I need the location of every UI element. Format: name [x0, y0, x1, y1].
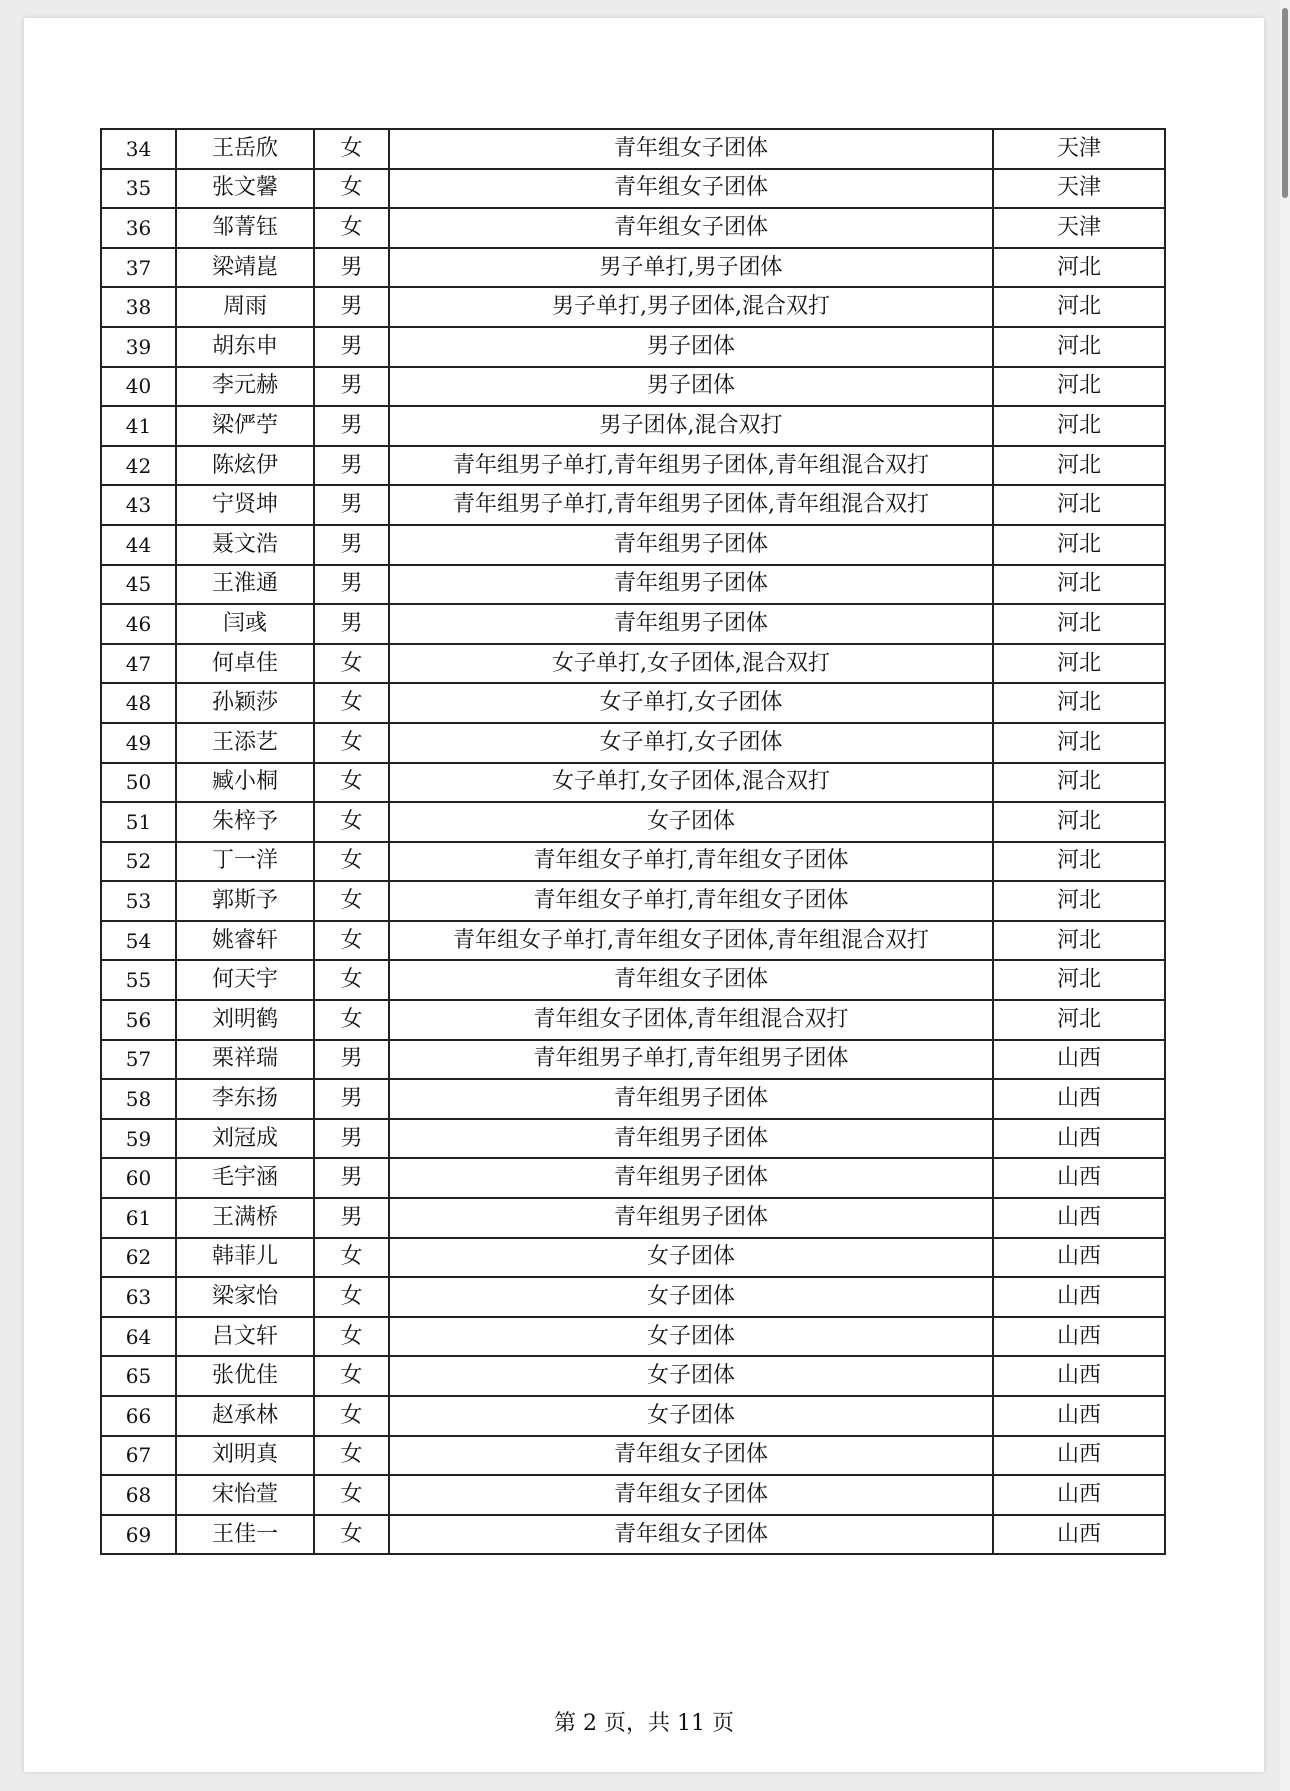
cell-gender: 男	[314, 1119, 389, 1159]
cell-gender: 女	[314, 960, 389, 1000]
cell-number: 56	[101, 1000, 176, 1040]
cell-region: 河北	[993, 406, 1165, 446]
cell-events: 青年组女子团体	[389, 1475, 993, 1515]
cell-name: 毛宇涵	[176, 1158, 314, 1198]
cell-name: 何天宇	[176, 960, 314, 1000]
cell-gender: 男	[314, 327, 389, 367]
cell-gender: 女	[314, 1317, 389, 1357]
cell-number: 53	[101, 881, 176, 921]
vertical-scrollbar[interactable]	[1280, 0, 1290, 1791]
cell-number: 52	[101, 842, 176, 882]
cell-name: 聂文浩	[176, 525, 314, 565]
cell-name: 郭斯予	[176, 881, 314, 921]
cell-events: 青年组女子团体	[389, 1436, 993, 1476]
cell-events: 青年组男子团体	[389, 1158, 993, 1198]
cell-number: 43	[101, 485, 176, 525]
cell-gender: 女	[314, 1475, 389, 1515]
cell-number: 44	[101, 525, 176, 565]
table-row	[101, 960, 1165, 1000]
cell-name: 周雨	[176, 287, 314, 327]
table-row	[101, 1515, 1165, 1555]
cell-region: 山西	[993, 1475, 1165, 1515]
cell-number: 36	[101, 208, 176, 248]
cell-gender: 男	[314, 485, 389, 525]
cell-number: 59	[101, 1119, 176, 1159]
cell-events: 青年组女子团体	[389, 960, 993, 1000]
table-row	[101, 129, 1165, 169]
cell-region: 河北	[993, 881, 1165, 921]
cell-number: 68	[101, 1475, 176, 1515]
cell-events: 青年组男子团体	[389, 565, 993, 605]
cell-name: 栗祥瑞	[176, 1040, 314, 1080]
cell-name: 刘冠成	[176, 1119, 314, 1159]
cell-gender: 男	[314, 1158, 389, 1198]
table-row	[101, 1436, 1165, 1476]
cell-region: 山西	[993, 1277, 1165, 1317]
cell-gender: 男	[314, 1079, 389, 1119]
page-number-footer: 第 2 页，共 11 页	[554, 1711, 734, 1736]
table-row	[101, 485, 1165, 525]
cell-gender: 女	[314, 129, 389, 169]
cell-name: 王佳一	[176, 1515, 314, 1555]
roster-table-body	[101, 129, 1165, 1554]
cell-number: 45	[101, 565, 176, 605]
cell-region: 河北	[993, 604, 1165, 644]
cell-region: 山西	[993, 1515, 1165, 1555]
cell-events: 青年组女子团体	[389, 129, 993, 169]
cell-region: 天津	[993, 208, 1165, 248]
cell-region: 河北	[993, 248, 1165, 288]
cell-number: 38	[101, 287, 176, 327]
cell-region: 山西	[993, 1079, 1165, 1119]
table-row	[101, 921, 1165, 961]
cell-region: 天津	[993, 169, 1165, 209]
cell-number: 46	[101, 604, 176, 644]
cell-region: 天津	[993, 129, 1165, 169]
cell-name: 姚睿轩	[176, 921, 314, 961]
cell-region: 山西	[993, 1238, 1165, 1278]
table-row	[101, 169, 1165, 209]
cell-events: 青年组男子单打,青年组男子团体,青年组混合双打	[389, 446, 993, 486]
cell-number: 42	[101, 446, 176, 486]
cell-number: 41	[101, 406, 176, 446]
cell-events: 青年组女子团体,青年组混合双打	[389, 1000, 993, 1040]
cell-events: 女子单打,女子团体	[389, 683, 993, 723]
cell-name: 朱梓予	[176, 802, 314, 842]
cell-number: 37	[101, 248, 176, 288]
cell-gender: 男	[314, 446, 389, 486]
table-row	[101, 1079, 1165, 1119]
cell-region: 河北	[993, 327, 1165, 367]
cell-name: 王淮通	[176, 565, 314, 605]
cell-name: 宁贤坤	[176, 485, 314, 525]
cell-name: 邹菁钰	[176, 208, 314, 248]
cell-number: 61	[101, 1198, 176, 1238]
cell-number: 62	[101, 1238, 176, 1278]
table-row	[101, 604, 1165, 644]
cell-events: 青年组男子团体	[389, 525, 993, 565]
table-row	[101, 248, 1165, 288]
cell-gender: 男	[314, 604, 389, 644]
cell-events: 青年组男子团体	[389, 1119, 993, 1159]
cell-events: 男子团体,混合双打	[389, 406, 993, 446]
cell-events: 女子单打,女子团体,混合双打	[389, 763, 993, 803]
cell-region: 河北	[993, 763, 1165, 803]
cell-name: 臧小桐	[176, 763, 314, 803]
cell-number: 49	[101, 723, 176, 763]
table-row	[101, 208, 1165, 248]
table-row	[101, 287, 1165, 327]
table-row	[101, 406, 1165, 446]
cell-region: 山西	[993, 1040, 1165, 1080]
cell-events: 女子单打,女子团体	[389, 723, 993, 763]
table-row	[101, 327, 1165, 367]
table-row	[101, 1000, 1165, 1040]
cell-region: 山西	[993, 1158, 1165, 1198]
cell-gender: 女	[314, 1515, 389, 1555]
cell-number: 55	[101, 960, 176, 1000]
table-row	[101, 644, 1165, 684]
cell-region: 河北	[993, 921, 1165, 961]
cell-events: 男子单打,男子团体,混合双打	[389, 287, 993, 327]
cell-gender: 女	[314, 802, 389, 842]
cell-number: 51	[101, 802, 176, 842]
cell-number: 60	[101, 1158, 176, 1198]
cell-name: 张优佳	[176, 1356, 314, 1396]
table-row	[101, 1040, 1165, 1080]
cell-region: 河北	[993, 1000, 1165, 1040]
cell-region: 山西	[993, 1356, 1165, 1396]
cell-number: 54	[101, 921, 176, 961]
cell-name: 赵承林	[176, 1396, 314, 1436]
cell-gender: 女	[314, 921, 389, 961]
cell-events: 男子团体	[389, 327, 993, 367]
cell-region: 河北	[993, 802, 1165, 842]
cell-number: 34	[101, 129, 176, 169]
cell-name: 梁家怡	[176, 1277, 314, 1317]
cell-gender: 男	[314, 565, 389, 605]
table-row	[101, 565, 1165, 605]
cell-gender: 女	[314, 1000, 389, 1040]
cell-events: 男子团体	[389, 367, 993, 407]
table-row	[101, 723, 1165, 763]
cell-name: 梁俨苧	[176, 406, 314, 446]
cell-events: 女子团体	[389, 1277, 993, 1317]
cell-gender: 女	[314, 169, 389, 209]
cell-gender: 男	[314, 1040, 389, 1080]
cell-events: 青年组男子单打,青年组男子团体	[389, 1040, 993, 1080]
cell-events: 青年组男子团体	[389, 604, 993, 644]
cell-name: 胡东申	[176, 327, 314, 367]
cell-gender: 女	[314, 644, 389, 684]
cell-region: 河北	[993, 565, 1165, 605]
scrollbar-thumb[interactable]	[1282, 8, 1288, 198]
cell-gender: 女	[314, 208, 389, 248]
cell-number: 58	[101, 1079, 176, 1119]
cell-number: 63	[101, 1277, 176, 1317]
cell-region: 河北	[993, 960, 1165, 1000]
cell-name: 韩菲儿	[176, 1238, 314, 1278]
cell-name: 梁靖崑	[176, 248, 314, 288]
cell-gender: 男	[314, 1198, 389, 1238]
table-row	[101, 525, 1165, 565]
cell-name: 李元赫	[176, 367, 314, 407]
table-row	[101, 367, 1165, 407]
cell-region: 山西	[993, 1436, 1165, 1476]
cell-gender: 女	[314, 1436, 389, 1476]
cell-region: 河北	[993, 367, 1165, 407]
cell-number: 66	[101, 1396, 176, 1436]
cell-events: 青年组男子团体	[389, 1079, 993, 1119]
table-row	[101, 1158, 1165, 1198]
cell-number: 48	[101, 683, 176, 723]
cell-region: 山西	[993, 1119, 1165, 1159]
cell-region: 河北	[993, 446, 1165, 486]
cell-name: 王添艺	[176, 723, 314, 763]
cell-events: 青年组男子单打,青年组男子团体,青年组混合双打	[389, 485, 993, 525]
cell-region: 河北	[993, 644, 1165, 684]
cell-region: 河北	[993, 485, 1165, 525]
cell-name: 张文馨	[176, 169, 314, 209]
cell-gender: 女	[314, 1277, 389, 1317]
cell-name: 宋怡萱	[176, 1475, 314, 1515]
table-row	[101, 1356, 1165, 1396]
cell-gender: 女	[314, 881, 389, 921]
cell-name: 何卓佳	[176, 644, 314, 684]
cell-name: 吕文轩	[176, 1317, 314, 1357]
cell-number: 40	[101, 367, 176, 407]
table-row	[101, 763, 1165, 803]
cell-events: 女子团体	[389, 802, 993, 842]
document-page	[24, 18, 1264, 1772]
cell-region: 河北	[993, 525, 1165, 565]
cell-name: 丁一洋	[176, 842, 314, 882]
cell-region: 河北	[993, 723, 1165, 763]
cell-gender: 女	[314, 723, 389, 763]
cell-gender: 女	[314, 842, 389, 882]
cell-number: 50	[101, 763, 176, 803]
cell-gender: 男	[314, 525, 389, 565]
cell-gender: 女	[314, 1396, 389, 1436]
athlete-roster-table	[100, 128, 1166, 1555]
cell-gender: 女	[314, 763, 389, 803]
cell-number: 67	[101, 1436, 176, 1476]
table-row	[101, 1396, 1165, 1436]
cell-number: 69	[101, 1515, 176, 1555]
cell-number: 39	[101, 327, 176, 367]
table-row	[101, 1198, 1165, 1238]
cell-events: 女子团体	[389, 1396, 993, 1436]
cell-number: 65	[101, 1356, 176, 1396]
cell-gender: 男	[314, 248, 389, 288]
cell-events: 青年组女子团体	[389, 1515, 993, 1555]
cell-events: 男子单打,男子团体	[389, 248, 993, 288]
cell-region: 河北	[993, 683, 1165, 723]
cell-events: 女子团体	[389, 1317, 993, 1357]
cell-number: 35	[101, 169, 176, 209]
cell-region: 山西	[993, 1198, 1165, 1238]
table-row	[101, 446, 1165, 486]
table-row	[101, 1317, 1165, 1357]
table-row	[101, 1277, 1165, 1317]
table-row	[101, 802, 1165, 842]
cell-events: 女子团体	[389, 1356, 993, 1396]
cell-events: 女子单打,女子团体,混合双打	[389, 644, 993, 684]
cell-name: 陈炫伊	[176, 446, 314, 486]
table-row	[101, 842, 1165, 882]
table-row	[101, 1475, 1165, 1515]
cell-events: 青年组女子团体	[389, 169, 993, 209]
table-row	[101, 881, 1165, 921]
cell-region: 山西	[993, 1396, 1165, 1436]
cell-gender: 男	[314, 406, 389, 446]
cell-region: 河北	[993, 842, 1165, 882]
cell-region: 河北	[993, 287, 1165, 327]
cell-gender: 男	[314, 367, 389, 407]
cell-name: 刘明鹤	[176, 1000, 314, 1040]
cell-events: 青年组女子单打,青年组女子团体	[389, 881, 993, 921]
cell-events: 女子团体	[389, 1238, 993, 1278]
cell-events: 青年组男子团体	[389, 1198, 993, 1238]
cell-gender: 女	[314, 1356, 389, 1396]
cell-name: 王岳欣	[176, 129, 314, 169]
cell-gender: 男	[314, 287, 389, 327]
cell-events: 青年组女子单打,青年组女子团体	[389, 842, 993, 882]
cell-region: 山西	[993, 1317, 1165, 1357]
cell-gender: 女	[314, 1238, 389, 1278]
cell-number: 47	[101, 644, 176, 684]
cell-events: 青年组女子团体	[389, 208, 993, 248]
cell-number: 64	[101, 1317, 176, 1357]
cell-name: 闫彧	[176, 604, 314, 644]
table-row	[101, 1238, 1165, 1278]
table-row	[101, 683, 1165, 723]
cell-gender: 女	[314, 683, 389, 723]
cell-name: 刘明真	[176, 1436, 314, 1476]
cell-name: 王满桥	[176, 1198, 314, 1238]
cell-number: 57	[101, 1040, 176, 1080]
cell-events: 青年组女子单打,青年组女子团体,青年组混合双打	[389, 921, 993, 961]
table-row	[101, 1119, 1165, 1159]
cell-name: 李东扬	[176, 1079, 314, 1119]
cell-name: 孙颖莎	[176, 683, 314, 723]
